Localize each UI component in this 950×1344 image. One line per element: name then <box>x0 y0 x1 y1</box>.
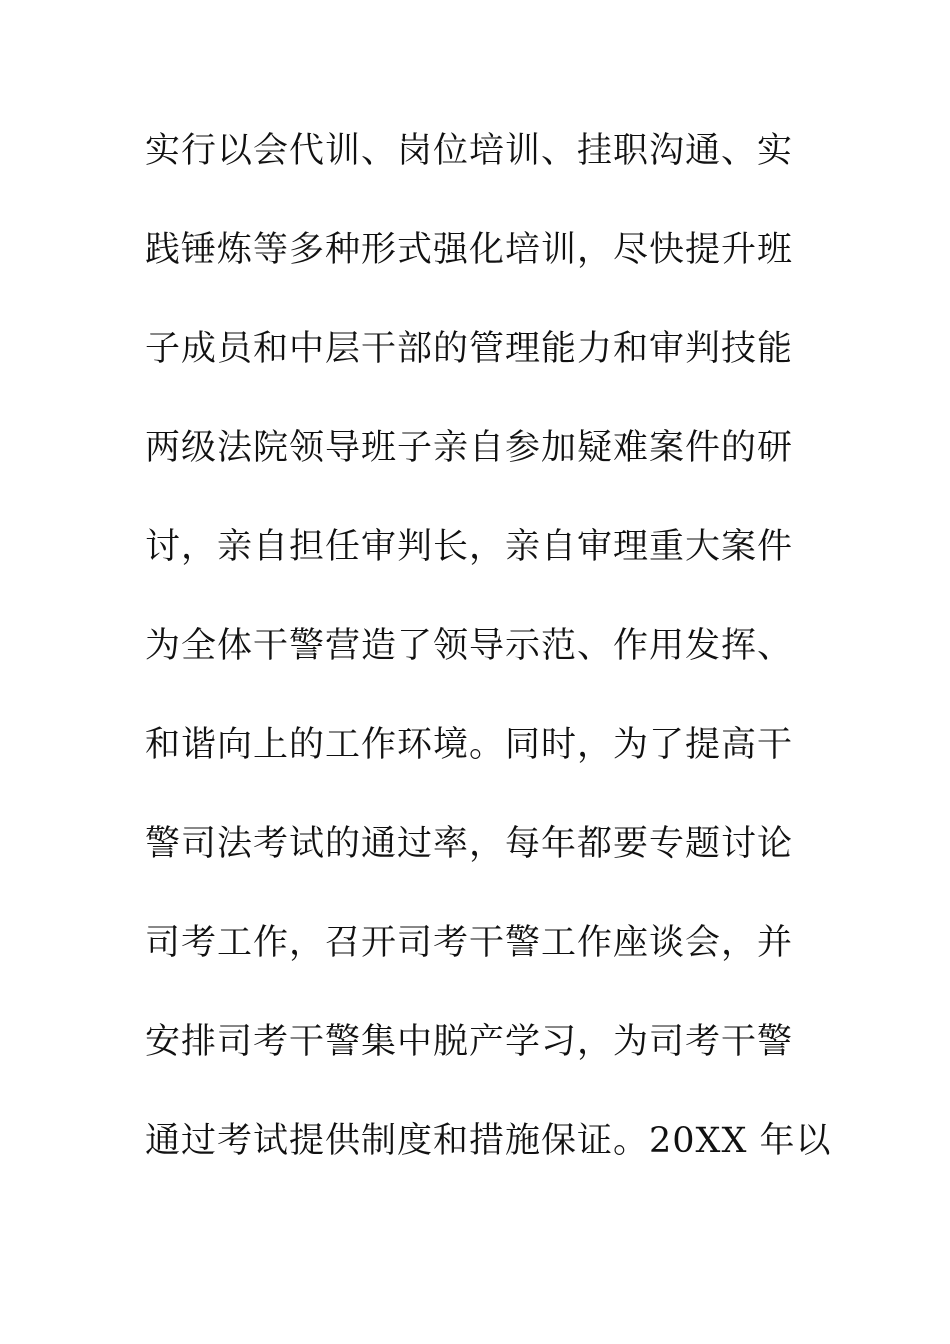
text-line-11: 通过考试提供制度和措施保证。20XX 年以 <box>145 1121 832 1161</box>
text-line-1: 实行以会代训、岗位培训、挂职沟通、实 <box>145 131 794 171</box>
body-text <box>145 123 832 1212</box>
text-line-6: 为全体干警营造了领导示范、作用发挥、 <box>145 626 794 666</box>
text-line-7: 和谐向上的工作环境。同时，为了提高干 <box>145 725 794 765</box>
text-line-3: 子成员和中层干部的管理能力和审判技能 <box>145 329 794 369</box>
text-line-10: 安排司考干警集中脱产学习，为司考干警 <box>145 1022 794 1062</box>
text-line-2: 践锤炼等多种形式强化培训，尽快提升班 <box>145 230 794 270</box>
text-line-4: 两级法院领导班子亲自参加疑难案件的研 <box>145 428 794 468</box>
text-line-8: 警司法考试的通过率，每年都要专题讨论 <box>145 824 794 864</box>
text-line-5: 讨，亲自担任审判长，亲自审理重大案件 <box>145 527 794 567</box>
text-line-9: 司考工作，召开司考干警工作座谈会，并 <box>145 923 794 963</box>
